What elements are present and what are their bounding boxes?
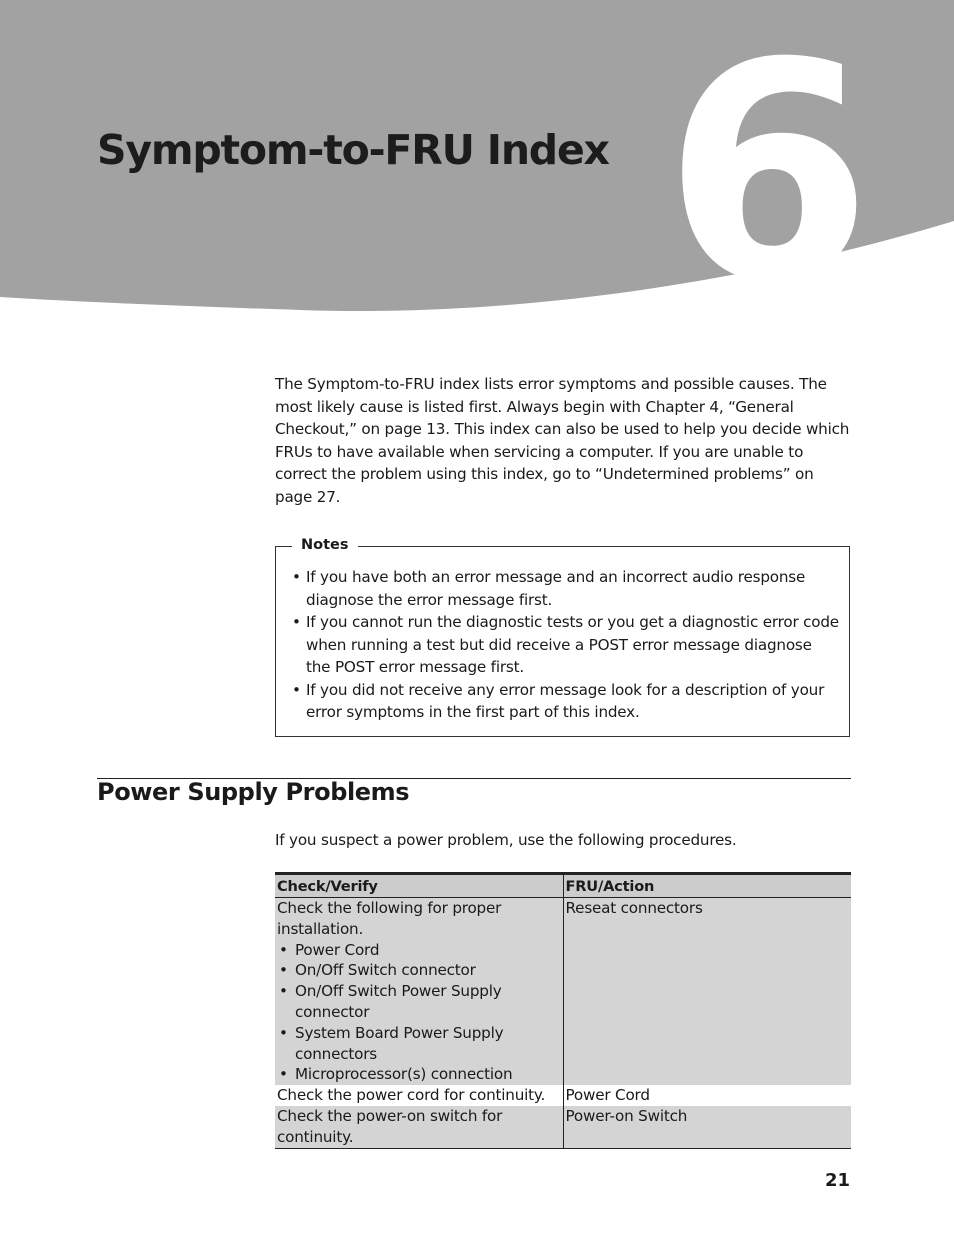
notes-list: [292, 566, 840, 724]
section-title: Power Supply Problems: [97, 778, 410, 806]
power-supply-table: [275, 872, 851, 1149]
table-row: [275, 1085, 851, 1106]
check-cell: [275, 898, 563, 1086]
table-row: [275, 898, 851, 1086]
check-cell: Check the power cord for continuity.: [275, 1085, 563, 1106]
note-item: • If you cannot run the diagnostic tests or you get a diagnostic error code when running a test but did receive a POST error message diagnose the POST error message first.: [292, 611, 840, 679]
note-item: • If you did not receive any error message look for a description of your error symptoms in the first part of this index.: [292, 679, 840, 724]
check-item: • Power Cord: [277, 940, 561, 961]
check-item-list: [277, 940, 561, 1086]
action-cell: Power-on Switch: [563, 1106, 851, 1148]
table-header-row: [275, 874, 851, 898]
check-text: Check the following for proper installation.: [277, 899, 502, 938]
chapter-title: Symptom-to-FRU Index: [97, 126, 609, 174]
check-item: • On/Off Switch Power Supply connector: [277, 981, 561, 1023]
table-row: [275, 1106, 851, 1148]
action-cell: Power Cord: [565, 1086, 650, 1105]
check-cell: Check the power-on switch for continuity.: [275, 1106, 563, 1148]
notes-label: Notes: [292, 536, 358, 555]
check-item: • On/Off Switch connector: [277, 960, 561, 981]
column-header-action: FRU/Action: [563, 874, 851, 898]
note-item: • If you have both an error message and an incorrect audio response diagnose the error message first.: [292, 566, 840, 611]
intro-paragraph: The Symptom-to-FRU index lists error symptoms and possible causes. The most likely cause is listed first. Always begin with Chapter 4, “General Checkout,” on page 13. This index can also be used to help you decide which FRUs to have available when servicing a computer. If you are unable to correct the problem using this index, go to “Undetermined problems” on page 27.: [275, 375, 850, 506]
chapter-number: 6: [663, 0, 873, 320]
page-number: 21: [824, 1170, 850, 1191]
section-intro: If you suspect a power problem, use the following procedures.: [275, 831, 737, 849]
column-header-check: Check/Verify: [275, 874, 563, 898]
check-item: • System Board Power Supply connectors: [277, 1023, 561, 1065]
check-item: • Microprocessor(s) connection: [277, 1064, 561, 1085]
action-cell: Reseat connectors: [563, 898, 851, 1086]
